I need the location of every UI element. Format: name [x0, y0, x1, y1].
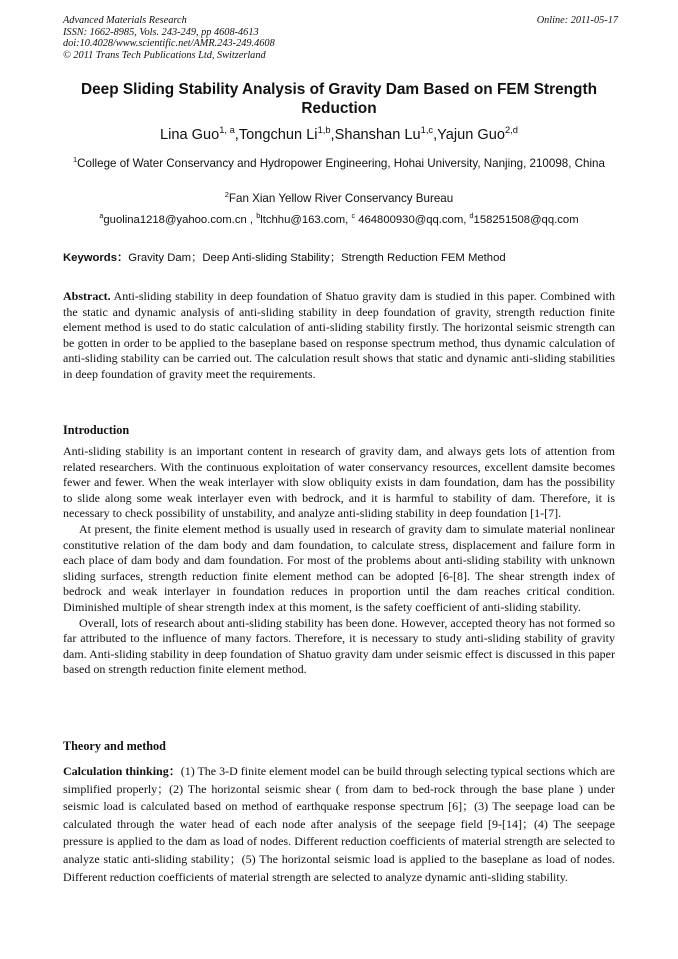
paper-title: Deep Sliding Stability Analysis of Gravity Dam Based on FEM Strength Reduction [81, 81, 597, 117]
author-sup: 1, a [219, 125, 235, 136]
abstract [63, 289, 615, 383]
theory-body [63, 763, 615, 886]
author-list: Lina Guo$^{1, a}$,Tongchun Li$^{1,b}$,Shanshan Lu$^{1,c}$,Yajun Guo$^{2,d}$ [159, 125, 518, 143]
author-name: Shanshan Lu [334, 127, 421, 143]
author-name: Yajun Guo [437, 127, 506, 143]
paragraph: Anti-sliding stability is an important content in research of gravity dam, and always gets lots of attention from related researchers. With the continuous exploitation of water conservancy resources, excellent damsite becomes fewer and fewer. When the weak interlayer with slow obliquity exists in dam foundation, dam has the possibility to slide along some weak interlayer even with bedrock, and it is harmful to stability of dam. Therefore, it is necessary to check possibility of unstability, and analyze anti-sliding stability in deep foundation [1-[7]. [63, 444, 615, 521]
affiliation-text: College of Water Conservancy and Hydropower Engineering, Hohai University, Nanjing, 210098, China [77, 157, 605, 170]
email-sup: a [99, 211, 104, 221]
affiliation-2 [60, 191, 618, 206]
email-link[interactable]: guolina1218@yahoo.com.cn [103, 214, 247, 226]
author-sup: 1,c [420, 125, 434, 136]
author-sup: 1,b [317, 125, 331, 136]
author-name: Lina Guo [159, 127, 220, 143]
affiliation-1 [60, 156, 618, 171]
keywords-text: Gravity Dam；Deep Anti-sliding Stability；Strength Reduction FEM Method [128, 252, 506, 264]
author-sup: 2,d [505, 125, 518, 136]
doi-line: doi:10.4028/www.scientific.net/AMR.243-249.4608 [63, 38, 275, 50]
email-sup: b [256, 211, 261, 221]
section-heading-introduction: Introduction [63, 423, 130, 437]
paragraph: At present, the finite element method is usually used in research of gravity dam to simulate material nonlinear constitutive relation of the dam body and dam foundation, to calculate stress, displacement and failure form in each place of dam body and dam foundation. For most of the problems about anti-sliding stability with unknown sliding surfaces, strength reduction finite element method can be adopted [6-[8]. The shear strength index of bedrock and weak interlayer in foundation reduces in proportion until the dam reaches critical condition. Diminished multiple of shear strength index at this moment, is the safety coefficient of anti-sliding stability. [63, 521, 615, 614]
email-link[interactable]: ltchhu@163.com [260, 214, 346, 226]
introduction-body [63, 444, 615, 678]
affiliation-sup: 1 [73, 155, 78, 165]
issn-line: ISSN: 1662-8985, Vols. 243-249, pp 4608-4613 [63, 26, 259, 38]
copyright-line: © 2011 Trans Tech Publications Ltd, Switzerland [63, 49, 266, 61]
journal-name: Advanced Materials Research [63, 15, 187, 26]
section-heading-theory: Theory and method [63, 739, 166, 753]
author-name: Tongchun Li [238, 127, 318, 143]
keywords-line [63, 251, 623, 266]
theory-text: (1) The 3-D finite element model can be build through selecting typical sections which are simplified properly；(2) The horizontal seismic shear ( from dam to bed-rock through the base plane ) under seismic load is calculated based on method of earthquake response spectrum [6]；(3) The seepage load can be calculated through the water head of each node after analysis of the seepage field [9-[14]；(4) The seepage pressure is applied to the dam as load of nodes. Different reduction coefficients of material strength are selected to analyze static anti-sliding stability；(5) The horizontal seismic load is applied to the baseplane as load of nodes. Different reduction coefficients of material strength are selected to analyze dynamic anti-sliding stability. [63, 764, 616, 884]
abstract-label: Abstract. [63, 289, 111, 303]
journal-header [63, 15, 618, 61]
email-sup: c [351, 211, 356, 221]
keywords-label: Keywords： [63, 252, 129, 264]
email-list: $^a$guolina1218@yahoo.com.cn , $^b$ltchhu@163.com, $^c$ 464800930@qq.com, $^d$158251508@qq.com [99, 211, 579, 226]
paragraph: Overall, lots of research about anti-sliding stability has been done. However, accepted theory has not formed so far attributed to the influence of many factors. Therefore, it is necessary to study anti-sliding stability of gravity dam. Anti-sliding stability in deep foundation of Shatuo gravity dam under seismic effect is discussed in this paper based on strength reduction finite element method. [63, 615, 615, 677]
online-date: Online: 2011-05-17 [536, 15, 618, 26]
affiliation-sup: 2 [224, 190, 229, 200]
affiliation-text: Fan Xian Yellow River Conservancy Bureau [228, 192, 454, 205]
email-link[interactable]: 158251508@qq.com [473, 214, 579, 226]
email-link[interactable]: 464800930@qq.com [358, 214, 464, 226]
abstract-text: Anti-sliding stability in deep foundation of Shatuo gravity dam is studied in this paper. Combined with the static and dynamic analysis of anti-sliding stability in deep foundation of gravity, strength reduction finite element method is used to do static calculation of anti-sliding stability firstly. The horizontal seismic strength can be gotten in order to be applied to the baseplane based on response spectrum method, thus dynamic calculation of anti-sliding stability can be carried out. The calculation result shows that static and dynamic anti-sliding stabilities in deep foundation of gravity meet the requirements. [63, 289, 615, 381]
calculation-thinking-label: Calculation thinking： [63, 764, 181, 778]
email-sup: d [469, 211, 474, 221]
